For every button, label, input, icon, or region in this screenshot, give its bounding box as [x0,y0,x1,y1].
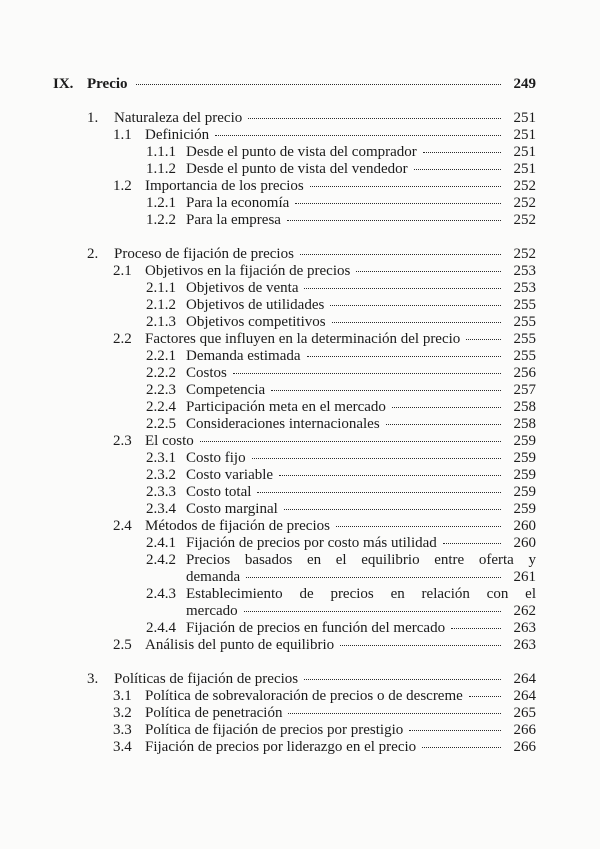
toc-entry [146,314,536,330]
entry-number: 2.3.1 [146,450,176,466]
entry-title: Objetivos de utilidades [186,297,325,313]
entry-number: 2.3 [113,433,132,449]
entry-page: 259 [513,484,536,500]
entry-page: 251 [513,161,536,177]
entry-number: 2.2.2 [146,365,176,381]
leader-dots [300,254,501,255]
entry-page: 266 [513,739,536,755]
entry-number: 2.4 [113,518,132,534]
toc-entry [146,212,536,228]
leader-dots [451,628,501,629]
entry-number: 3.4 [113,739,132,755]
entry-title: Competencia [186,382,266,398]
toc-entry [146,535,536,551]
entry-number: 2.2.3 [146,382,176,398]
entry-page: 251 [513,127,536,143]
entry-number: 2. [87,246,99,262]
entry-page: 252 [513,212,536,228]
entry-title: El costo [145,433,194,449]
entry-title: Costo marginal [186,501,278,517]
toc-entry-continuation [186,603,536,619]
entry-page: 252 [513,178,536,194]
toc-entry [146,195,536,211]
leader-dots [233,373,501,374]
entry-number: 1.2.2 [146,212,176,228]
toc-entry [146,501,536,517]
toc-entry-continuation [186,569,536,585]
entry-title: Política de penetración [145,705,283,721]
leader-dots [271,390,501,391]
toc-entry [113,705,536,721]
entry-title: Política de fijación de precios por prestigio [145,722,404,738]
entry-number: 1.2 [113,178,132,194]
toc-entry [146,161,536,177]
entry-number: 3. [87,671,99,687]
entry-title: Desde el punto de vista del vendedor [186,161,408,177]
leader-dots [246,577,501,578]
toc-entry [146,450,536,466]
entry-title: Fijación de precios por liderazgo en el precio [145,739,417,755]
chapter-page: 249 [513,76,536,92]
leader-dots [252,458,501,459]
leader-dots [356,271,501,272]
entry-number: 1. [87,110,99,126]
toc-entry [113,178,536,194]
entry-page: 255 [513,314,536,330]
toc-entry [113,518,536,534]
entry-title: Proceso de fijación de precios [114,246,294,262]
entry-page: 263 [513,637,536,653]
entry-number: 2.2 [113,331,132,347]
toc-entry [87,246,536,262]
leader-dots [386,424,501,425]
leader-dots [307,356,501,357]
leader-dots [288,713,501,714]
entry-title: Para la economía [186,195,290,211]
entry-page: 259 [513,501,536,517]
entry-title: Fijación de precios por costo más utilidad [186,535,437,551]
entry-page: 258 [513,399,536,415]
entry-page: 262 [513,603,536,619]
entry-page: 264 [513,671,536,687]
toc-entry [113,722,536,738]
entry-title: Para la empresa [186,212,281,228]
entry-page: 251 [513,144,536,160]
chapter-title: Precio [87,76,128,92]
entry-number: 3.1 [113,688,132,704]
entry-number: 2.3.4 [146,501,176,517]
leader-dots [340,645,501,646]
leader-dots [310,186,501,187]
entry-page: 257 [513,382,536,398]
entry-page: 259 [513,433,536,449]
entry-number: 2.3.3 [146,484,176,500]
entry-title-line2: mercado [186,603,238,619]
toc-entry [87,110,536,126]
leader-dots [443,543,501,544]
entry-title: Costo variable [186,467,274,483]
toc-entry [146,382,536,398]
toc-entry [113,433,536,449]
leader-dots [295,203,501,204]
toc-entry [113,637,536,653]
entry-number: 2.1.2 [146,297,176,313]
entry-number: 2.4.1 [146,535,176,551]
entry-title: Costo total [186,484,252,500]
leader-dots [200,441,501,442]
leader-dots [215,135,501,136]
toc-entry [87,671,536,687]
entry-number: 2.2.4 [146,399,176,415]
toc-entry-wrapped [146,552,536,568]
entry-page: 255 [513,348,536,364]
toc-entry [146,144,536,160]
toc-entry-wrapped [146,586,536,602]
leader-dots [422,747,501,748]
entry-title-line1: Establecimiento de precios en relación con el [186,586,536,602]
entry-page: 255 [513,297,536,313]
entry-page: 258 [513,416,536,432]
entry-page: 253 [513,263,536,279]
leader-dots [330,305,501,306]
entry-title: Análisis del punto de equilibrio [145,637,335,653]
entry-title-line1: Precios basados en el equilibrio entre oferta y [186,552,536,568]
entry-page: 259 [513,467,536,483]
entry-title: Políticas de fijación de precios [114,671,299,687]
entry-title: Importancia de los precios [145,178,304,194]
entry-title: Desde el punto de vista del comprador [186,144,417,160]
leader-dots [392,407,501,408]
entry-page: 266 [513,722,536,738]
toc-entry [113,688,536,704]
chapter-heading [53,76,536,92]
entry-title: Costo fijo [186,450,246,466]
toc-entry [146,620,536,636]
entry-number: 2.1.1 [146,280,176,296]
leader-dots [284,509,501,510]
entry-number: 1.1.2 [146,161,176,177]
entry-number: 1.2.1 [146,195,176,211]
toc-entry [113,331,536,347]
leader-dots [244,611,501,612]
leader-dots [469,696,501,697]
toc-entry [146,348,536,364]
entry-page: 265 [513,705,536,721]
entry-number: 2.4.3 [146,586,176,602]
entry-number: 2.2.5 [146,416,176,432]
leader-dots [336,526,501,527]
entry-page: 263 [513,620,536,636]
entry-number: 2.4.4 [146,620,176,636]
leader-dots [409,730,501,731]
entry-title: Consideraciones internacionales [186,416,380,432]
entry-number: 3.2 [113,705,132,721]
toc-entry [146,365,536,381]
entry-page: 261 [513,569,536,585]
entry-number: 1.1 [113,127,132,143]
entry-number: 3.3 [113,722,132,738]
toc-entry [146,416,536,432]
entry-title: Naturaleza del precio [114,110,243,126]
entry-number: 2.1 [113,263,132,279]
toc-entry [113,739,536,755]
entry-number: 2.1.3 [146,314,176,330]
entry-title: Definición [145,127,210,143]
entry-number: 2.3.2 [146,467,176,483]
entry-title-line2: demanda [186,569,241,585]
toc-entry [146,484,536,500]
entry-page: 259 [513,450,536,466]
toc-entry [113,263,536,279]
entry-number: 2.2.1 [146,348,176,364]
toc-entry [146,399,536,415]
entry-page: 252 [513,195,536,211]
leader-dots [423,152,501,153]
leader-dots [414,169,501,170]
entry-page: 255 [513,331,536,347]
leader-dots [304,679,501,680]
entry-title: Factores que influyen en la determinación del precio [145,331,461,347]
entry-title: Objetivos en la fijación de precios [145,263,351,279]
chapter-number: IX. [53,76,74,92]
toc-entry [146,297,536,313]
entry-number: 2.4.2 [146,552,176,568]
entry-title: Objetivos competitivos [186,314,326,330]
entry-title: Métodos de fijación de precios [145,518,330,534]
leader-dots [466,339,501,340]
entry-page: 264 [513,688,536,704]
leader-dots [304,288,501,289]
leader-dots [257,492,501,493]
leader-dots [136,84,501,85]
entry-title: Fijación de precios en función del mercado [186,620,446,636]
entry-number: 2.5 [113,637,132,653]
leader-dots [279,475,501,476]
leader-dots [332,322,501,323]
leader-dots [287,220,501,221]
toc-entry [146,280,536,296]
entry-page: 253 [513,280,536,296]
entry-title: Política de sobrevaloración de precios o de descreme [145,688,463,704]
entry-page: 260 [513,535,536,551]
entry-page: 251 [513,110,536,126]
entry-title: Objetivos de venta [186,280,299,296]
entry-page: 256 [513,365,536,381]
entry-title: Demanda estimada [186,348,301,364]
entry-page: 260 [513,518,536,534]
entry-page: 252 [513,246,536,262]
entry-number: 1.1.1 [146,144,176,160]
entry-title: Costos [186,365,227,381]
toc-entry [113,127,536,143]
leader-dots [248,118,501,119]
toc-entry [146,467,536,483]
entry-title: Participación meta en el mercado [186,399,386,415]
